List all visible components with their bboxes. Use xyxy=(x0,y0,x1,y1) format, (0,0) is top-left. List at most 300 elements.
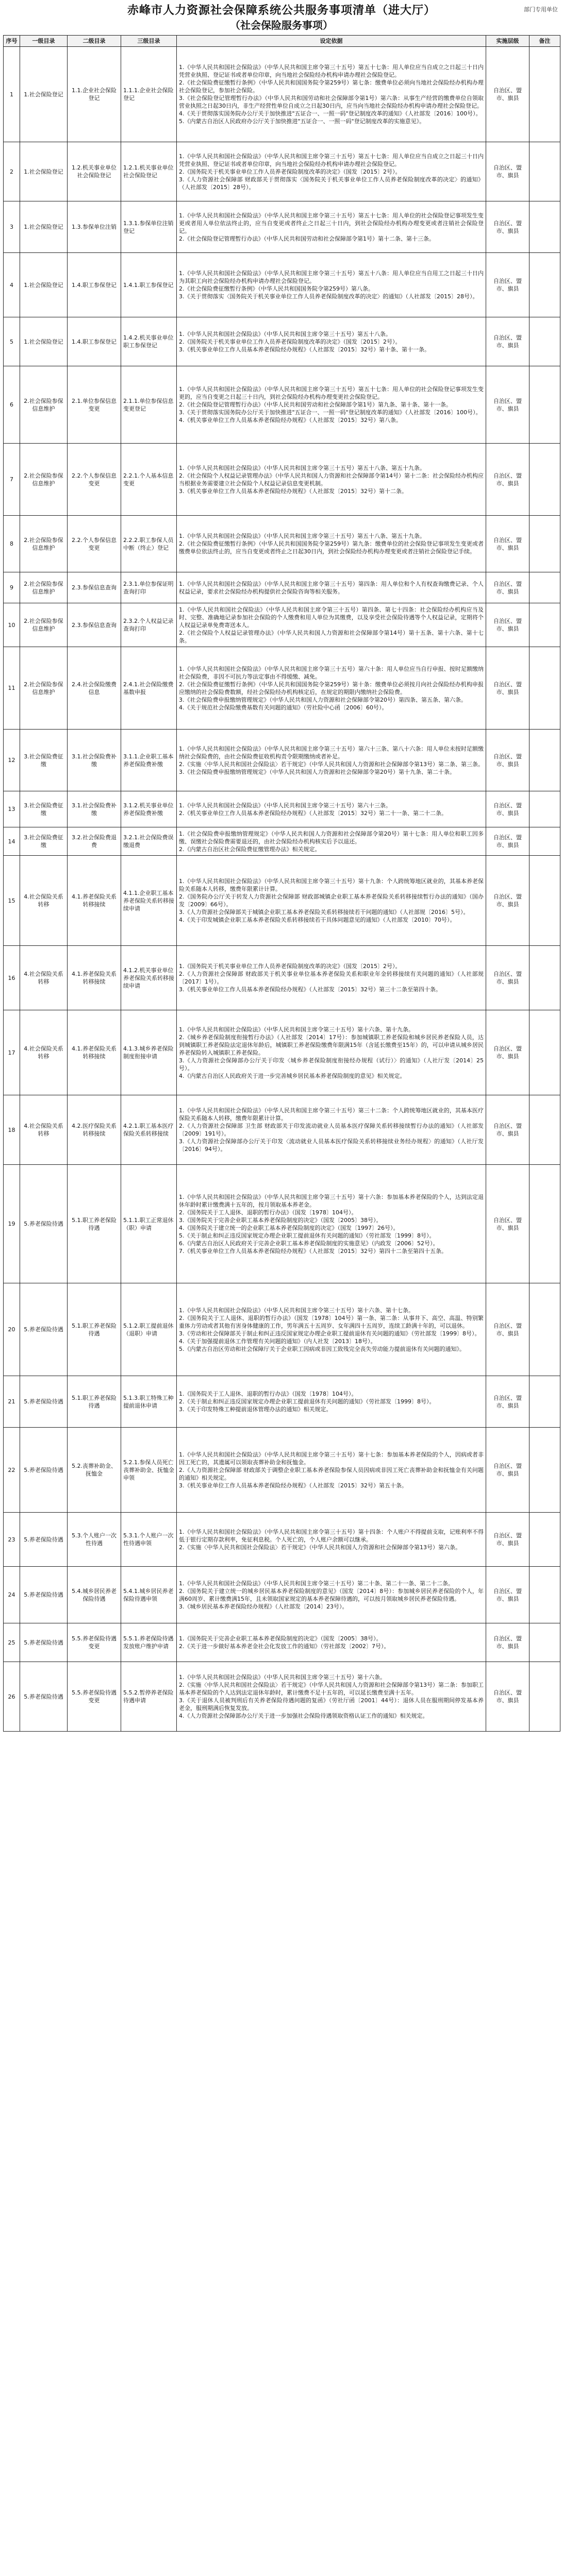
basis-cell xyxy=(177,1165,486,1283)
basis-clause: 1.《中华人民共和国社会保险法》（中华人民共和国主席令第三十五号）第五十八条、第五十九条。 xyxy=(179,533,425,539)
remark-cell xyxy=(529,366,560,444)
level3-cell: 2.2.2.职工参保人员中断（终止）登记 xyxy=(121,516,177,572)
basis-cell xyxy=(177,603,486,647)
basis-clause: 1.《中华人民共和国社会保险法》（中华人民共和国主席令第三十五号）第六十三条。 xyxy=(179,802,391,809)
table-row xyxy=(4,856,560,946)
basis-clause: 1.《中华人民共和国社会保险法》（中华人民共和国主席令第三十五号）第五十七条：用人单位的社会保险登记事项发生变更或者用人单位依法终止的，应当自变更或者终止之日起三十日内，到社会保险经办机构办理变更或者注销社会保险登记。 xyxy=(179,212,484,234)
basis-cell xyxy=(177,730,486,791)
basis-cell xyxy=(177,366,486,444)
impl-level-cell: 自治区、盟市、旗县 xyxy=(486,47,529,142)
basis-clause: 2.《社会保险费征缴暂行条例》（中华人民共和国国务院令第259号）第八条。 xyxy=(179,285,374,292)
level3-cell: 5.1.2.职工提前退休（退职）申请 xyxy=(121,1283,177,1376)
column-header-impl-level: 实施层级 xyxy=(486,36,529,47)
basis-clause: 1.《中华人民共和国社会保险法》（中华人民共和国主席令第三十五号）第四条、第七十四条：社会保险经办机构应当及时、完整、准确地记录参加社会保险的个人缴费和用人单位为其缴费，以及享受社会保险待遇等个人权益记录，定期将个人权益记录单免费寄送本人。 xyxy=(179,606,484,629)
basis-clause: 1.《国务院关于完善企业职工基本养老保险制度的决定》（国发〔2005〕38号）。 xyxy=(179,1635,382,1642)
basis-clause: 2.《人力资源社会保障部 财政部关于机关事业单位基本养老保险关系和职业年金转移接续有关问题的通知》（人社部规〔2017〕1号）。 xyxy=(179,971,484,985)
table-row xyxy=(4,1623,560,1662)
table-row xyxy=(4,516,560,572)
basis-cell xyxy=(177,827,486,856)
level1-cell: 2.社会保险参保信息维护 xyxy=(20,647,68,730)
level3-cell: 4.1.2.机关事业单位养老保险关系转移接续申请 xyxy=(121,946,177,1010)
basis-clause: 1.《中华人民共和国社会保险法》（中华人民共和国主席令第三十五号）第十四条：个人账户不得提前支取，记账利率不得低于银行定期存款利率，免征利息税。个人死亡的，个人账户余额可以继承。 xyxy=(179,1528,484,1543)
table-row xyxy=(4,1428,560,1513)
level2-cell: 2.1.单位参保信息变更 xyxy=(68,366,121,444)
basis-clause: 2.《国务院关于机关事业单位工作人员养老保险制度改革的决定》（国发〔2015〕2号）。 xyxy=(179,338,401,345)
table-row xyxy=(4,1283,560,1376)
column-header-no: 序号 xyxy=(4,36,20,47)
basis-clause: 3.《人力资源社会保障部办公厅关于印发〈城乡养老保险制度衔接经办规程（试行）〉的通知》（人社厅发〔2014〕25号）。 xyxy=(179,1057,484,1072)
level1-cell: 1.社会保险登记 xyxy=(20,47,68,142)
row-number-cell: 11 xyxy=(4,647,20,730)
basis-clause: 3.《社会保险费申报缴纳管理规定》（中华人民共和国人力资源和社会保障部令第20号）第十九条、第二十条。 xyxy=(179,768,455,775)
basis-cell xyxy=(177,1428,486,1513)
basis-clause: 2.《社会保险登记管理暂行办法》（中华人民共和国劳动和社会保障部令第1号）第九条、第十条、第十一条。 xyxy=(179,401,452,408)
basis-clause: 1.《中华人民共和国社会保险法》（中华人民共和国主席令第三十五号）第四条：用人单位和个人有权查询缴费记录、个人权益记录，要求社会保险经办机构提供社会保险咨询等相关服务。 xyxy=(179,580,484,595)
basis-clause: 2.《人力资源社会保障部 卫生部 财政部关于印发流动就业人员基本医疗保障关系转移接续暂行办法的通知》（人社部发〔2009〕191号）。 xyxy=(179,1123,484,1137)
remark-cell xyxy=(529,1428,560,1513)
basis-clause: 1.《中华人民共和国社会保险法》（中华人民共和国主席令第三十五号）第二十条、第二十一条、第二十二条。 xyxy=(179,1580,454,1587)
remark-cell xyxy=(529,253,560,317)
impl-level-cell: 自治区、盟市、旗县 xyxy=(486,1662,529,1732)
remark-cell xyxy=(529,1165,560,1283)
level3-cell: 4.1.3.城乡养老保险制度衔接申请 xyxy=(121,1010,177,1095)
basis-cell xyxy=(177,1010,486,1095)
basis-clause: 4.《内蒙古自治区人民政府关于进一步完善城乡居民基本养老保险制度的意见》相关规定。 xyxy=(179,1072,406,1079)
row-number-cell: 16 xyxy=(4,946,20,1010)
level1-cell: 4.社会保险关系转移 xyxy=(20,1095,68,1165)
level2-cell: 5.3.个人账户一次性待遇 xyxy=(68,1513,121,1567)
row-number-cell: 23 xyxy=(4,1513,20,1567)
basis-clause: 1.《中华人民共和国社会保险法》（中华人民共和国主席令第三十五号）第五十八条：用人单位应当自用工之日起三十日内为其职工向社会保险经办机构申请办理社会保险登记。 xyxy=(179,270,484,284)
remark-cell xyxy=(529,1623,560,1662)
table-row xyxy=(4,827,560,856)
basis-clause: 1.《中华人民共和国社会保险法》（中华人民共和国主席令第三十五号）第十六条、第十七条。 xyxy=(179,1307,414,1314)
table-row xyxy=(4,572,560,603)
table-row xyxy=(4,142,560,201)
basis-clause: 3.《机关事业单位工作人员基本养老保险经办规程》（人社部发〔2015〕32号）第五十条。 xyxy=(179,1482,407,1489)
basis-clause: 2.《国务院关于建立统一的城乡居民基本养老保险制度的意见》（国发〔2014〕8号）：参加城乡居民养老保险的个人，年满60周岁、累计缴费满15年，且未领取国家规定的基本养老保障待遇的，可以按月领取城乡居民养老保险待遇。 xyxy=(179,1587,484,1602)
remark-cell xyxy=(529,856,560,946)
basis-clause: 2.《城乡养老保险制度衔接暂行办法》（人社部发〔2014〕17号）：参加城镇职工养老保险和城乡居民养老保险人员，达到城镇职工养老保险法定退休年龄后，城镇职工养老保险缴费年限满15年（含延长缴费至15年）的，可以申请从城乡居民养老保险转入城镇职工养老保险。 xyxy=(179,1033,484,1056)
table-row xyxy=(4,791,560,827)
basis-clause: 1.《中华人民共和国社会保险法》（中华人民共和国主席令第三十五号）第六十三条、第八十六条：用人单位未按时足额缴纳社会保险费的，由社会保险费征收机构责令限期缴纳或者补足。 xyxy=(179,745,484,760)
remark-cell xyxy=(529,201,560,253)
basis-cell xyxy=(177,444,486,516)
table-row xyxy=(4,444,560,516)
basis-clause: 1.《中华人民共和国社会保险法》（中华人民共和国主席令第三十五号）第五十八条。 xyxy=(179,330,391,337)
basis-clause: 3.《人力资源社会保障部 财政部关于贯彻落实〈国务院关于机关事业单位工作人员养老保险制度改革的决定〉的通知》（人社部发〔2015〕28号）。 xyxy=(179,176,484,191)
basis-clause: 2.《社会保险登记管理暂行办法》（中华人民共和国劳动和社会保障部令第1号）第十二条、第十三条。 xyxy=(179,235,435,242)
table-row xyxy=(4,1095,560,1165)
level2-cell: 1.4.职工参保登记 xyxy=(68,253,121,317)
row-number-cell: 22 xyxy=(4,1428,20,1513)
level2-cell: 3.2.社会保险费退费 xyxy=(68,827,121,856)
level1-cell: 3.社会保险费征缴 xyxy=(20,791,68,827)
level1-cell: 5.养老保险待遇 xyxy=(20,1662,68,1732)
level2-cell: 4.2.医疗保险关系转移接续 xyxy=(68,1095,121,1165)
level3-cell: 1.1.1.企业社会保险登记 xyxy=(121,47,177,142)
impl-level-cell: 自治区、盟市、旗县 xyxy=(486,647,529,730)
level2-cell: 1.4.职工参保登记 xyxy=(68,317,121,366)
remark-cell xyxy=(529,1283,560,1376)
impl-level-cell: 自治区、盟市、旗县 xyxy=(486,730,529,791)
row-number-cell: 5 xyxy=(4,317,20,366)
remark-cell xyxy=(529,572,560,603)
row-number-cell: 12 xyxy=(4,730,20,791)
level1-cell: 2.社会保险参保信息维护 xyxy=(20,366,68,444)
row-number-cell: 7 xyxy=(4,444,20,516)
row-number-cell: 1 xyxy=(4,47,20,142)
basis-clause: 1.《国务院关于工人退休、退职的暂行办法》（国发〔1978〕104号）。 xyxy=(179,1391,357,1397)
row-number-cell: 26 xyxy=(4,1662,20,1732)
remark-cell xyxy=(529,1662,560,1732)
basis-clause: 3.《劳动和社会保障部关于制止和纠正违反国家规定办理企业职工提前退休有关问题的通知》（劳社部发〔1999〕8号）。 xyxy=(179,1330,481,1337)
level2-cell: 3.1.社会保险费补缴 xyxy=(68,791,121,827)
basis-clause: 5.《内蒙古自治区人民政府办公厅关于加快推进"五证合一、一照一码"登记制度改革的实施意见》。 xyxy=(179,118,425,125)
basis-clause: 3.《社会保险登记管理暂行办法》（中华人民共和国劳动和社会保障部令第1号）第六条：从事生产经营的缴费单位自领取营业执照之日起30日内，非生产经营性单位自成立之日起30日内，应当向当地社会保险经办机构申请办理社会保险登记。 xyxy=(179,95,484,109)
basis-cell xyxy=(177,142,486,201)
basis-clause: 3.《人力资源社会保障部关于城镇企业职工基本养老保险关系转移接续若干问题的通知》（人社部规〔2016〕5号）。 xyxy=(179,909,469,916)
row-number-cell: 10 xyxy=(4,603,20,647)
basis-clause: 1.《中华人民共和国社会保险法》（中华人民共和国主席令第三十五号）第五十七条：用人单位的社会保险登记事项发生变更的，应当自变更之日起三十日内，到社会保险经办机构办理变更社会保险登记。 xyxy=(179,386,484,400)
basis-cell xyxy=(177,1623,486,1662)
remark-cell xyxy=(529,946,560,1010)
basis-clause: 2.《国务院关于机关事业单位工作人员养老保险制度改革的决定》（国发〔2015〕2号）。 xyxy=(179,168,401,175)
level2-cell: 2.4.社会保险缴费信息 xyxy=(68,647,121,730)
row-number-cell: 19 xyxy=(4,1165,20,1283)
basis-clause: 3.《人力资源社会保障部办公厅关于印发〈流动就业人员基本医疗保险关系转移接续业务经办规程〉的通知》（人社厅发〔2016〕94号）。 xyxy=(179,1138,484,1153)
level3-cell: 3.2.1.社会保险费误缴退费 xyxy=(121,827,177,856)
row-number-cell: 14 xyxy=(4,827,20,856)
remark-cell xyxy=(529,142,560,201)
table-row xyxy=(4,366,560,444)
level3-cell: 1.2.1.机关事业单位社会保险登记 xyxy=(121,142,177,201)
level2-cell: 2.3.参保信息查询 xyxy=(68,572,121,603)
level1-cell: 4.社会保险关系转移 xyxy=(20,946,68,1010)
level2-cell: 4.1.养老保险关系转移接续 xyxy=(68,946,121,1010)
table-row xyxy=(4,317,560,366)
level1-cell: 4.社会保险关系转移 xyxy=(20,856,68,946)
remark-cell xyxy=(529,1010,560,1095)
level1-cell: 5.养老保险待遇 xyxy=(20,1283,68,1376)
impl-level-cell: 自治区、盟市、旗县 xyxy=(486,253,529,317)
basis-cell xyxy=(177,946,486,1010)
basis-clause: 3.《社会保险费申报缴纳管理规定》（中华人民共和国人力资源和社会保障部令第20号）第四条、第五条、第六条。 xyxy=(179,696,467,703)
basis-clause: 3.《关于印发特殊工种提前退休管理办法的通知》相关规定。 xyxy=(179,1406,332,1413)
table-row xyxy=(4,1513,560,1567)
basis-clause: 6.《内蒙古自治区人民政府关于完善企业职工基本养老保险制度的实施意见》（内政发〔2006〕52号）。 xyxy=(179,1240,439,1247)
level3-cell: 4.1.1.企业职工基本养老保险关系转移接续申请 xyxy=(121,856,177,946)
level3-cell: 5.5.2.暂停养老保险待遇申请 xyxy=(121,1662,177,1732)
level3-cell: 1.4.2.机关事业单位职工参保登记 xyxy=(121,317,177,366)
row-number-cell: 3 xyxy=(4,201,20,253)
table-row xyxy=(4,1567,560,1623)
corner-label: 部门专用单位 xyxy=(524,6,558,13)
row-number-cell: 2 xyxy=(4,142,20,201)
level2-cell: 1.1.企业社会保险登记 xyxy=(68,47,121,142)
remark-cell xyxy=(529,730,560,791)
basis-clause: 1.《中华人民共和国社会保险法》（中华人民共和国主席令第三十五号）第五十七条：用人单位应当自成立之日起三十日内凭营业执照、登记证书或者单位印章，向当地社会保险经办机构申请办理社会保险登记。 xyxy=(179,152,484,167)
table-row xyxy=(4,253,560,317)
table-body xyxy=(4,47,560,1732)
service-items-table xyxy=(3,35,560,1732)
impl-level-cell: 自治区、盟市、旗县 xyxy=(486,1010,529,1095)
level1-cell: 3.社会保险费征缴 xyxy=(20,730,68,791)
impl-level-cell: 自治区、盟市、旗县 xyxy=(486,946,529,1010)
level1-cell: 1.社会保险登记 xyxy=(20,253,68,317)
level3-cell: 5.5.1.养老保险待遇发放账户维护申请 xyxy=(121,1623,177,1662)
basis-clause: 4.《关于印发城镇企业职工基本养老保险关系转移接续若干具体问题意见的通知》（人社部发〔2010〕70号）。 xyxy=(179,917,456,923)
impl-level-cell: 自治区、盟市、旗县 xyxy=(486,1623,529,1662)
level3-cell: 4.2.1.职工基本医疗保险关系转移接续 xyxy=(121,1095,177,1165)
level1-cell: 1.社会保险登记 xyxy=(20,142,68,201)
level3-cell: 5.3.1.个人账户一次性待遇申领 xyxy=(121,1513,177,1567)
column-header-level3: 三级目录 xyxy=(121,36,177,47)
basis-cell xyxy=(177,856,486,946)
impl-level-cell: 自治区、盟市、旗县 xyxy=(486,572,529,603)
basis-cell xyxy=(177,791,486,827)
basis-clause: 2.《机关事业单位工作人员基本养老保险经办规程》（人社部发〔2015〕32号）第二十一条、第二十二条。 xyxy=(179,809,447,817)
table-row xyxy=(4,201,560,253)
basis-clause: 1.《中华人民共和国社会保险法》（中华人民共和国主席令第三十五号）第六十条：用人单位应当自行申报、按时足额缴纳社会保险费，非因不可抗力等法定事由不得缓缴、减免。 xyxy=(179,665,484,680)
basis-clause: 3.《机关事业单位工作人员基本养老保险经办规程》（人社部发〔2015〕32号）第十二条。 xyxy=(179,487,407,495)
impl-level-cell: 自治区、盟市、旗县 xyxy=(486,603,529,647)
level3-cell: 2.3.2.个人权益记录查询打印 xyxy=(121,603,177,647)
basis-cell xyxy=(177,572,486,603)
level2-cell: 2.3.参保信息查询 xyxy=(68,603,121,647)
impl-level-cell: 自治区、盟市、旗县 xyxy=(486,827,529,856)
impl-level-cell: 自治区、盟市、旗县 xyxy=(486,1428,529,1513)
basis-clause: 1.《中华人民共和国社会保险法》（中华人民共和国主席令第三十五号）第十九条：个人跨统筹地区就业的，其基本养老保险关系随本人转移，缴费年限累计计算。 xyxy=(179,878,484,892)
basis-clause: 2.《国务院关于工人退休、退职的暂行办法》（国发〔1978〕104号）。 xyxy=(179,1209,357,1216)
level3-cell: 3.1.1.企业职工基本养老保险费补缴 xyxy=(121,730,177,791)
level2-cell: 5.1.职工养老保险待遇 xyxy=(68,1165,121,1283)
impl-level-cell: 自治区、盟市、旗县 xyxy=(486,791,529,827)
level1-cell: 3.社会保险费征缴 xyxy=(20,827,68,856)
level2-cell: 2.2.个人参保信息变更 xyxy=(68,444,121,516)
column-header-basis: 设定依据 xyxy=(177,36,486,47)
table-row xyxy=(4,1165,560,1283)
basis-clause: 4.《人力资源社会保障部办公厅关于进一步加强社会保险待遇领取资格认证工作的通知》相关规定。 xyxy=(179,1713,428,1719)
basis-clause: 2.《人力资源社会保障部 财政部关于调整企业职工基本养老保险参保人员因病或非因工死亡丧葬补助金和抚恤金有关问题的通知》相关规定。 xyxy=(179,1466,484,1481)
table-row xyxy=(4,647,560,730)
basis-clause: 2.《实施〈中华人民共和国社会保险法〉若干规定》（中华人民共和国人力资源和社会保障部令第13号）第二条、第三条。 xyxy=(179,760,484,768)
basis-clause: 1.《社会保险费申报缴纳管理规定》（中华人民共和国人力资源和社会保障部令第20号）第十七条：用人单位和职工因多缴、误缴社会保险费需要退还的，由社会保险经办机构核实后予以退还。 xyxy=(179,830,484,845)
basis-cell xyxy=(177,201,486,253)
basis-clause: 2.《社会保险个人权益记录管理办法》（中华人民共和国人力资源和社会保障部令第14号）第十五条、第十六条、第十七条。 xyxy=(179,629,484,644)
basis-cell xyxy=(177,1095,486,1165)
basis-clause: 4.《机关事业单位工作人员基本养老保险经办规程》（人社部发〔2015〕32号）第八条。 xyxy=(179,417,402,423)
remark-cell xyxy=(529,47,560,142)
level3-cell: 5.2.1.参保人员死亡丧葬补助金、抚恤金申领 xyxy=(121,1428,177,1513)
impl-level-cell: 自治区、盟市、旗县 xyxy=(486,1095,529,1165)
remark-cell xyxy=(529,1567,560,1623)
row-number-cell: 18 xyxy=(4,1095,20,1165)
row-number-cell: 8 xyxy=(4,516,20,572)
remark-cell xyxy=(529,647,560,730)
row-number-cell: 15 xyxy=(4,856,20,946)
impl-level-cell: 自治区、盟市、旗县 xyxy=(486,1513,529,1567)
basis-clause: 2.《社会保险费征缴暂行条例》（中华人民共和国国务院令第259号）第九条：缴费单位的社会保险登记事项发生变更或者缴费单位依法终止的，应当自变更或者终止之日起30日内，到社会保险经办机构办理变更或者注销社会保险登记手续。 xyxy=(179,540,484,555)
remark-cell xyxy=(529,317,560,366)
level1-cell: 2.社会保险参保信息维护 xyxy=(20,516,68,572)
basis-cell xyxy=(177,1376,486,1428)
basis-clause: 3.《关于贯彻落实〈国务院关于机关事业单位工作人员养老保险制度改革的决定〉的通知》（人社部发〔2015〕28号）。 xyxy=(179,293,478,300)
level2-cell: 5.5.养老保险待遇变更 xyxy=(68,1662,121,1732)
basis-cell xyxy=(177,47,486,142)
basis-clause: 3.《关于贯彻落实国务院办公厅关于加快推进"五证合一、一照一码"登记制度改革的通知》（人社部发〔2016〕100号）。 xyxy=(179,409,482,416)
remark-cell xyxy=(529,603,560,647)
row-number-cell: 6 xyxy=(4,366,20,444)
level3-cell: 5.1.3.职工特殊工种提前退休申请 xyxy=(121,1376,177,1428)
basis-clause: 4.《关于规范社会保险缴费基数有关问题的通知》（劳社险中心函〔2006〕60号）。 xyxy=(179,704,388,711)
document-title: 赤峰市人力资源社会保障系统公共服务事项清单（进大厅） xyxy=(127,4,436,17)
basis-clause: 1.《中华人民共和国社会保险法》（中华人民共和国主席令第三十五号）第十六条：参加基本养老保险的个人，达到法定退休年龄时累计缴费满十五年的，按月领取基本养老金。 xyxy=(179,1193,484,1208)
basis-clause: 2.《国务院关于工人退休、退职的暂行办法》（国发〔1978〕104号）第一条、第二条：从事井下、高空、高温、特别繁重体力劳动或者其他有害身体健康的工作，男年满五十五周岁、女年满四十五周岁，连续工龄满十年的，可以退休。 xyxy=(179,1314,484,1329)
level3-cell: 2.3.1.单位参保证明查询打印 xyxy=(121,572,177,603)
basis-cell xyxy=(177,1567,486,1623)
impl-level-cell: 自治区、盟市、旗县 xyxy=(486,317,529,366)
impl-level-cell: 自治区、盟市、旗县 xyxy=(486,1283,529,1376)
remark-cell xyxy=(529,827,560,856)
level2-cell: 3.1.社会保险费补缴 xyxy=(68,730,121,791)
basis-clause: 4.《关于加强提前退休工作管理有关问题的通知》（内人社发〔2013〕18号）。 xyxy=(179,1337,376,1345)
impl-level-cell: 自治区、盟市、旗县 xyxy=(486,856,529,946)
row-number-cell: 9 xyxy=(4,572,20,603)
level2-cell: 1.2.机关事业单位社会保险登记 xyxy=(68,142,121,201)
level1-cell: 2.社会保险参保信息维护 xyxy=(20,572,68,603)
table-row xyxy=(4,47,560,142)
table-row xyxy=(4,946,560,1010)
row-number-cell: 20 xyxy=(4,1283,20,1376)
basis-cell xyxy=(177,317,486,366)
level1-cell: 1.社会保险登记 xyxy=(20,317,68,366)
level3-cell: 1.3.1.参保单位注销登记 xyxy=(121,201,177,253)
remark-cell xyxy=(529,444,560,516)
basis-cell xyxy=(177,647,486,730)
impl-level-cell: 自治区、盟市、旗县 xyxy=(486,1567,529,1623)
level1-cell: 4.社会保险关系转移 xyxy=(20,1010,68,1095)
level3-cell: 5.4.1.城乡居民养老保险待遇申领 xyxy=(121,1567,177,1623)
level1-cell: 5.养老保险待遇 xyxy=(20,1513,68,1567)
basis-clause: 2.《实施〈中华人民共和国社会保险法〉若干规定》（中华人民共和国人力资源和社会保障部令第13号）第二条：参加职工基本养老保险的个人达到法定退休年龄时，累计缴费不足十五年的，可以延长缴费至满十五年。 xyxy=(179,1682,484,1696)
basis-clause: 1.《中华人民共和国社会保险法》（中华人民共和国主席令第三十五号）第三十二条：个人跨统筹地区就业的，其基本医疗保险关系随本人转移，缴费年限累计计算。 xyxy=(179,1107,484,1122)
basis-clause: 2.《社会保险费征缴暂行条例》（中华人民共和国国务院令第259号）第七条：缴费单位必须向当地社会保险经办机构办理社会保险登记，参加社会保险。 xyxy=(179,79,484,94)
basis-clause: 3.《关于退休人员被判刑后有关养老保险待遇问题的复函》（劳社厅函〔2001〕44号）：退休人员在服刑期间停发基本养老金，服刑期满后恢复发放。 xyxy=(179,1697,484,1711)
basis-clause: 2.《关于进一步做好基本养老金社会化发放工作的通知》（劳社部发〔2002〕7号）。 xyxy=(179,1643,390,1650)
basis-clause: 1.《中华人民共和国社会保险法》（中华人民共和国主席令第三十五号）第十六条。 xyxy=(179,1674,386,1681)
basis-clause: 5.《内蒙古自治区劳动和社会保障厅关于企业职工因病或非因工致残完全丧失劳动能力提前退休有关问题的通知》。 xyxy=(179,1345,465,1352)
level3-cell: 3.1.2.机关事业单位养老保险费补缴 xyxy=(121,791,177,827)
document-subtitle: （社会保险服务事项） xyxy=(230,19,333,31)
impl-level-cell: 自治区、盟市、旗县 xyxy=(486,1376,529,1428)
table-row xyxy=(4,603,560,647)
level3-cell: 2.2.1.个人基本信息变更 xyxy=(121,444,177,516)
row-number-cell: 4 xyxy=(4,253,20,317)
basis-clause: 2.《实施〈中华人民共和国社会保险法〉若干规定》（中华人民共和国人力资源和社会保障部令第13号）第六条。 xyxy=(179,1544,461,1551)
basis-cell xyxy=(177,1662,486,1732)
column-header-level1: 一级目录 xyxy=(20,36,68,47)
level2-cell: 5.1.职工养老保险待遇 xyxy=(68,1283,121,1376)
level1-cell: 5.养老保险待遇 xyxy=(20,1623,68,1662)
basis-clause: 1.《中华人民共和国社会保险法》（中华人民共和国主席令第三十五号）第十七条：参加基本养老保险的个人，因病或者非因工死亡的，其遗属可以领取丧葬补助金和抚恤金。 xyxy=(179,1451,484,1466)
row-number-cell: 17 xyxy=(4,1010,20,1095)
level3-cell: 1.4.1.职工参保登记 xyxy=(121,253,177,317)
basis-clause: 2.《社会保险个人权益记录管理办法》（中华人民共和国人力资源和社会保障部令第14号）第十二条：社会保险经办机构应当根据业务需要建立社会保险个人权益记录信息变更机制。 xyxy=(179,472,484,487)
basis-clause: 5.《关于制止和纠正违反国家规定办理企业职工提前退休有关问题的通知》（劳社部发〔1999〕8号）。 xyxy=(179,1232,435,1239)
level1-cell: 5.养老保险待遇 xyxy=(20,1165,68,1283)
level1-cell: 5.养老保险待遇 xyxy=(20,1376,68,1428)
basis-clause: 3.《城乡居民基本养老保险经办规程》（人社部发〔2014〕23号）。 xyxy=(179,1603,348,1610)
level2-cell: 5.1.职工养老保险待遇 xyxy=(68,1376,121,1428)
basis-clause: 1.《中华人民共和国社会保险法》（中华人民共和国主席令第三十五号）第十六条、第十九条。 xyxy=(179,1026,414,1033)
row-number-cell: 21 xyxy=(4,1376,20,1428)
column-header-remark: 备注 xyxy=(529,36,560,47)
level2-cell: 4.1.养老保险关系转移接续 xyxy=(68,856,121,946)
remark-cell xyxy=(529,1376,560,1428)
level2-cell: 2.2.个人参保信息变更 xyxy=(68,516,121,572)
row-number-cell: 25 xyxy=(4,1623,20,1662)
basis-clause: 4.《关于贯彻落实国务院办公厅关于加快推进"五证合一、一照一码"登记制度改革的通知》（人社部发〔2016〕100号）。 xyxy=(179,110,482,117)
table-row xyxy=(4,1376,560,1428)
basis-clause: 2.《国务院办公厅关于转发人力资源社会保障部 财政部城镇企业职工基本养老保险关系转移接续暂行办法的通知》（国办发〔2009〕66号）。 xyxy=(179,893,484,908)
level1-cell: 2.社会保险参保信息维护 xyxy=(20,444,68,516)
level2-cell: 4.1.养老保险关系转移接续 xyxy=(68,1010,121,1095)
table-row xyxy=(4,1662,560,1732)
basis-cell xyxy=(177,516,486,572)
remark-cell xyxy=(529,791,560,827)
basis-clause: 2.《社会保险费征缴暂行条例》（中华人民共和国国务院令第259号）第十条：缴费单位必须按月向社会保险经办机构申报应缴纳的社会保险费数额，经社会保险经办机构核定后，在规定的期限内缴纳社会保险费。 xyxy=(179,681,484,696)
basis-cell xyxy=(177,253,486,317)
level1-cell: 5.养老保险待遇 xyxy=(20,1567,68,1623)
basis-clause: 2.《关于制止和纠正违反国家规定办理企业职工提前退休有关问题的通知》（劳社部发〔1999〕8号）。 xyxy=(179,1398,435,1405)
level2-cell: 5.4.城乡居民养老保险待遇 xyxy=(68,1567,121,1623)
basis-clause: 4.《国务院关于建立统一的企业职工基本养老保险制度的决定》（国发〔1997〕26号）。 xyxy=(179,1224,399,1231)
basis-clause: 1.《国务院关于机关事业单位工作人员养老保险制度改革的决定》（国发〔2015〕2号）。 xyxy=(179,963,401,970)
basis-clause: 2.《内蒙古自治区社会保险费征缴管理办法》相关规定。 xyxy=(179,845,321,853)
table-row xyxy=(4,730,560,791)
basis-clause: 3.《国务院关于完善企业职工基本养老保险制度的决定》（国发〔2005〕38号）。 xyxy=(179,1216,382,1224)
remark-cell xyxy=(529,1095,560,1165)
impl-level-cell: 自治区、盟市、旗县 xyxy=(486,444,529,516)
level3-cell: 2.4.1.社会保险缴费基数申报 xyxy=(121,647,177,730)
table-row xyxy=(4,1010,560,1095)
level2-cell: 5.2.丧葬补助金、抚恤金 xyxy=(68,1428,121,1513)
row-number-cell: 13 xyxy=(4,791,20,827)
basis-cell xyxy=(177,1283,486,1376)
basis-cell xyxy=(177,1513,486,1567)
level1-cell: 1.社会保险登记 xyxy=(20,201,68,253)
level2-cell: 1.3.参保单位注销 xyxy=(68,201,121,253)
basis-clause: 1.《中华人民共和国社会保险法》（中华人民共和国主席令第三十五号）第五十八条、第五十九条。 xyxy=(179,464,425,471)
basis-clause: 7.《机关事业单位工作人员基本养老保险经办规程》（人社部发〔2015〕32号）第四十二条至第四十五条。 xyxy=(179,1247,447,1255)
level3-cell: 5.1.1.职工正常退休（职）申请 xyxy=(121,1165,177,1283)
impl-level-cell: 自治区、盟市、旗县 xyxy=(486,366,529,444)
level2-cell: 5.5.养老保险待遇变更 xyxy=(68,1623,121,1662)
basis-clause: 3.《机关事业单位工作人员基本养老保险经办规程》（人社部发〔2015〕32号）第三十二条至第四十条。 xyxy=(179,986,441,993)
basis-clause: 3.《机关事业单位工作人员基本养老保险经办规程》（人社部发〔2015〕32号）第十条、第十一条。 xyxy=(179,346,430,353)
basis-clause: 1.《中华人民共和国社会保险法》（中华人民共和国主席令第三十五号）第五十七条：用人单位应当自成立之日起三十日内凭营业执照、登记证书或者单位印章，向当地社会保险经办机构申请办理社会保险登记。 xyxy=(179,64,484,78)
row-number-cell: 24 xyxy=(4,1567,20,1623)
impl-level-cell: 自治区、盟市、旗县 xyxy=(486,516,529,572)
impl-level-cell: 自治区、盟市、旗县 xyxy=(486,142,529,201)
table-header-row xyxy=(4,36,560,47)
column-header-level2: 二级目录 xyxy=(68,36,121,47)
level3-cell: 2.1.1.单位参保信息变更登记 xyxy=(121,366,177,444)
remark-cell xyxy=(529,516,560,572)
impl-level-cell: 自治区、盟市、旗县 xyxy=(486,1165,529,1283)
remark-cell xyxy=(529,1513,560,1567)
